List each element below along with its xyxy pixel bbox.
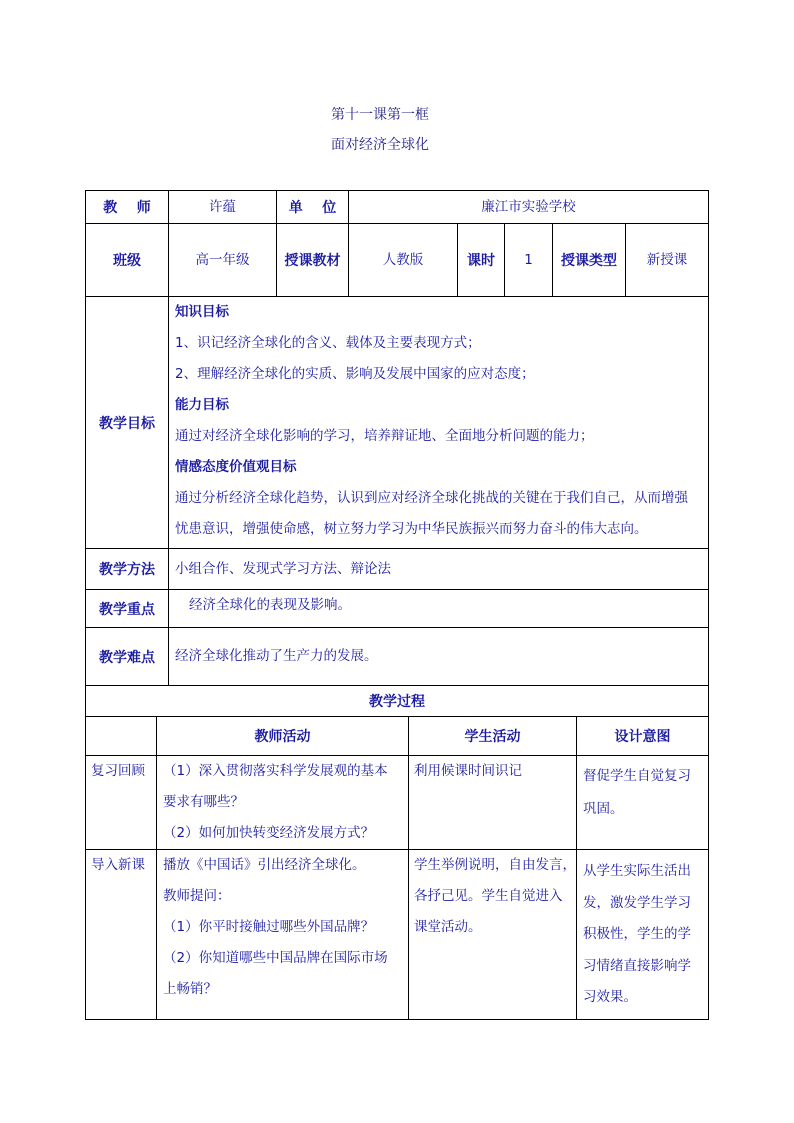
- periods-value: 1: [524, 251, 533, 268]
- document-title: 第十一课第一框: [331, 107, 429, 123]
- key-point-label: 教学重点: [99, 601, 155, 618]
- objectives-label: 教学目标: [99, 415, 155, 432]
- document-subtitle: 面对经济全球化: [331, 137, 429, 153]
- knowledge-item: 1、识记经济全球化的含义、载体及主要表现方式；: [175, 335, 481, 351]
- col-student-activity: 学生活动: [464, 729, 521, 745]
- teacher-activity-line: （1）你平时接触过哪些外国品牌？: [163, 919, 375, 935]
- unit-label: 单 位: [288, 200, 337, 216]
- stage-label: 导入新课: [91, 857, 145, 873]
- process-title: 教学过程: [369, 694, 425, 710]
- periods-label: 课时: [467, 253, 495, 269]
- difficulty-value: 经济全球化推动了生产力的发展。: [175, 648, 378, 664]
- design-intent-line: 巩固。: [583, 801, 624, 817]
- teacher-label: 教 师: [103, 200, 151, 216]
- design-intent-line: 督促学生自觉复习: [583, 768, 691, 784]
- student-activity-line: 利用候课时间识记: [414, 763, 522, 779]
- knowledge-title: 知识目标: [175, 304, 229, 320]
- stage-label: 复习回顾: [91, 763, 145, 779]
- method-label: 教学方法: [99, 562, 155, 578]
- class-label: 班级: [113, 253, 141, 269]
- ability-text: 通过对经济全球化影响的学习，培养辩证地、全面地分析问题的能力；: [175, 428, 594, 444]
- knowledge-item: 2、理解经济全球化的实质、影响及发展中国家的应对态度；: [175, 366, 535, 382]
- design-intent-line: 积极性，学生的学: [583, 926, 691, 942]
- teacher-activity-line: 播放《中国话》引出经济全球化。: [163, 857, 366, 873]
- student-activity: [414, 850, 576, 1019]
- emotion-text: 忧患意识，增强使命感，树立努力学习为中华民族振兴而努力奋斗的伟大志向。: [175, 521, 648, 537]
- student-activity-line: 课堂活动。: [414, 919, 482, 935]
- teacher-activity-line: 要求有哪些？: [163, 794, 244, 810]
- design-intent-line: 习情绪直接影响学: [583, 957, 691, 974]
- student-activity: [414, 756, 576, 849]
- lesson-type-value: 新授课: [646, 251, 688, 268]
- unit-name: 廉江市实验学校: [481, 198, 576, 215]
- key-point-value: 经济全球化的表现及影响。: [189, 597, 351, 613]
- class-value: 高一年级: [195, 251, 250, 268]
- teacher-activity: [163, 756, 408, 849]
- method-value: 小组合作、发现式学习方法、辩论法: [175, 561, 391, 577]
- teacher-activity-line: 上畅销？: [163, 981, 217, 997]
- design-intent-line: 习效果。: [583, 989, 637, 1005]
- textbook-value: 人教版: [382, 251, 424, 268]
- col-teacher-activity: 教师活动: [254, 729, 311, 745]
- difficulty-label: 教学难点: [99, 649, 155, 666]
- design-intent-line: 发，激发学生学习: [583, 894, 691, 911]
- teacher-name: 许蕴: [209, 198, 236, 215]
- teacher-activity: [163, 850, 408, 1019]
- design-intent: [583, 856, 708, 1019]
- teacher-activity-line: 教师提问：: [163, 888, 231, 904]
- col-design-intent: 设计意图: [614, 729, 671, 745]
- textbook-label: 授课教材: [284, 253, 341, 269]
- teacher-activity-line: （2）你知道哪些中国品牌在国际市场: [163, 950, 388, 966]
- student-activity-line: 学生举例说明，自由发言，: [414, 857, 576, 873]
- emotion-text: 通过分析经济全球化趋势，认识到应对经济全球化挑战的关键在于我们自己，从而增强: [175, 490, 688, 506]
- design-intent-line: 从学生实际生活出: [583, 863, 691, 879]
- teacher-activity-line: （2）如何加快转变经济发展方式？: [163, 825, 375, 841]
- lesson-type-label: 授课类型: [561, 253, 617, 269]
- emotion-title: 情感态度价值观目标: [175, 459, 297, 475]
- ability-title: 能力目标: [175, 397, 229, 413]
- design-intent: [583, 760, 708, 849]
- teacher-activity-line: （1）深入贯彻落实科学发展观的基本: [163, 763, 388, 779]
- objectives-content: [175, 297, 707, 548]
- student-activity-line: 各抒己见。学生自觉进入: [414, 888, 563, 904]
